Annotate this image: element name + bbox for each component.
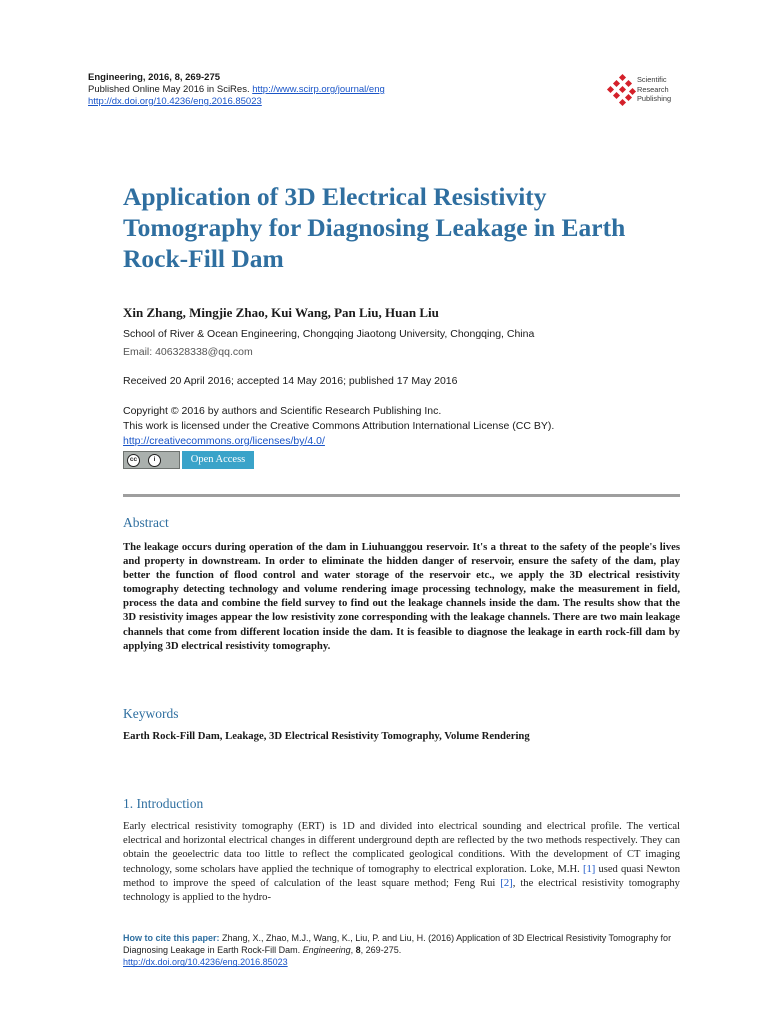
cc-by-badge[interactable] [123, 451, 180, 469]
citation-volume: 8 [355, 945, 361, 956]
journal-citation-line: Engineering, 2016, 8, 269-275 [88, 72, 221, 83]
cc-icon: cc [127, 454, 140, 467]
publisher-logo [608, 73, 698, 109]
article-title: Application of 3D Electrical Resistivity Tomography for Diagnosing Leakage in Earth Rock-Fill Dam [123, 182, 626, 273]
author-email: Email: 406328338@qq.com [123, 346, 253, 358]
doi-line [88, 96, 262, 108]
intro-text-part: Early electrical resistivity tomography (ERT) is 1D and divided into electrical sounding and electrical profile. The vertical electrical and horizontal electrical changes in different underground depth are reflected by the two methods respectively. They can obtain the geoelectric data too little to reflect the complicated geological conditions. With the development of CT imaging technology, some scholars have applied the technique of tomography to electrical exploration. Loke, M.H. [123, 821, 680, 875]
citation-pages: , 269-275. [360, 945, 402, 956]
license-link[interactable]: http://creativecommons.org/licenses/by/4.0/ [123, 435, 325, 447]
license-notice: This work is licensed under the Creative Commons Attribution International License (CC BY). [123, 420, 555, 432]
attribution-icon: i [148, 454, 161, 467]
journal-link[interactable]: http://www.scirp.org/journal/eng [252, 84, 385, 95]
introduction-heading: 1. Introduction [123, 796, 204, 811]
citation-journal: Engineering [302, 945, 351, 956]
citation-ref-2[interactable]: [2] [500, 877, 513, 889]
copyright-notice: Copyright © 2016 by authors and Scientific Research Publishing Inc. [123, 405, 442, 417]
author-list: Xin Zhang, Mingjie Zhao, Kui Wang, Pan Liu, Huan Liu [123, 305, 439, 320]
citation-text: Zhang, X., Zhao, M.J., Wang, K., Liu, P. and Liu, H. (2016) Application of 3D Electrical Resistivity Tomography for Diagnosing Leakage in Earth Rock-Fill Dam. [123, 933, 672, 956]
keywords-text: Earth Rock-Fill Dam, Leakage, 3D Electrical Resistivity Tomography, Volume Rendering [123, 730, 530, 742]
abstract-heading: Abstract [123, 515, 169, 530]
publisher-name: Scientific Research Publishing [637, 75, 672, 104]
how-to-cite [123, 932, 683, 969]
published-online-line [88, 84, 385, 96]
intro-text-part: used quasi Newton method to improve the speed of calculation of the least square method; Feng Rui [123, 863, 681, 889]
publication-dates: Received 20 April 2016; accepted 14 May 2016; published 17 May 2016 [123, 375, 458, 387]
keywords-heading: Keywords [123, 706, 179, 721]
published-prefix: Published Online May 2016 in SciRes. [88, 84, 253, 95]
intro-text-part: , the electrical resistivity tomography technology is applied to the hydro- [123, 877, 680, 904]
citation-doi-link[interactable]: http://dx.doi.org/10.4236/eng.2016.85023 [123, 957, 288, 968]
scirp-logo-icon [608, 73, 636, 107]
abstract-text: The leakage occurs during operation of the dam in Liuhuanggou reservoir. It's a threat to the safety of the people's lives and property in downstream. In order to eliminate the hidden danger of reservoir, ensure the safety of the dam, play better the function of flood control and water storage of the reservoir etc., we apply the 3D electrical resistivity tomography detecting technology and volume rendering image processing technology, make the measurement in field, process the data and combine the field survey to find out the leakage channels inside the dam. The results show that the 3D resistivity images appear the low resistivity zone corresponding with the leakage channels. There are two main leakage channels that come from different location inside the dam. It is feasible to diagnose the leakage in earth rock-fill dam by applying 3D electrical resistivity tomography. [123, 541, 680, 652]
section-divider [123, 494, 680, 497]
citation-separator: , [350, 945, 356, 956]
citation-ref-1[interactable]: [1] [582, 863, 596, 875]
open-access-badge: Open Access [182, 451, 254, 469]
license-link-line [123, 435, 325, 447]
affiliation: School of River & Ocean Engineering, Chongqing Jiaotong University, Chongqing, China [123, 328, 535, 340]
how-to-cite-label: How to cite this paper: [123, 933, 220, 943]
doi-link[interactable]: http://dx.doi.org/10.4236/eng.2016.85023 [88, 96, 262, 107]
introduction-text [123, 820, 680, 905]
